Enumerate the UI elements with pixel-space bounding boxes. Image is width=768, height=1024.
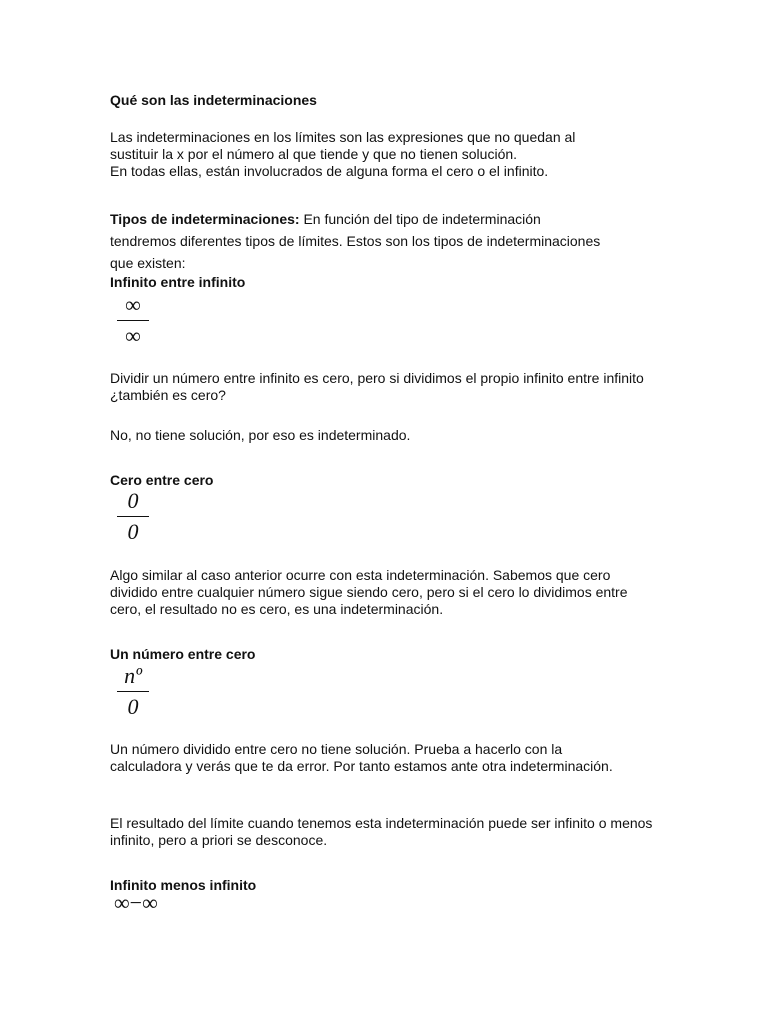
expression-infinity-minus-infinity: ∞−∞ [114,890,158,915]
intro-line-3: En todas ellas, están involucrados de alguna forma el cero o el infinito. [110,163,549,179]
paragraph-infinity-2: No, no tiene solución, por eso es indeterminado. [110,427,411,443]
heading-numero-entre-cero: Un número entre cero [110,646,256,662]
types-line-2: tendremos diferentes tipos de límites. Estos son los tipos de indeterminaciones [110,233,601,249]
paragraph-number-1: Un número dividido entre cero no tiene solución. Prueba a hacerlo con la calculadora y verás que te da error. Por tanto estamos ante otra indeterminación. [110,741,613,774]
fraction-zero-over-zero [117,488,149,545]
fraction-numerator: ∞ [125,292,141,317]
page-title: Qué son las indeterminaciones [110,92,317,108]
types-line-3: que existen: [110,255,186,271]
fraction-number-over-zero [117,663,149,720]
heading-infinito-entre-infinito: Infinito entre infinito [110,274,246,290]
fraction-bar [117,516,149,517]
heading-cero-entre-cero: Cero entre cero [110,472,214,488]
types-text-1: En función del tipo de indeterminación [299,211,541,227]
intro-line-2: sustituir la x por el número al que tiende y que no tienen solución. [110,146,518,162]
paragraph-zero: Algo similar al caso anterior ocurre con esta indeterminación. Sabemos que cero dividido entre cualquier número sigue siendo cero, pero si el cero lo dividimos entre cero, el resultado no es cero, es una indeterminación. [110,567,628,617]
fraction-denominator: 0 [127,694,139,719]
heading-infinito-menos-infinito: Infinito menos infinito [110,877,257,893]
fraction-denominator: ∞ [125,323,141,348]
fraction-infinity-over-infinity [117,292,149,349]
fraction-numerator: nº [124,663,142,688]
types-label: Tipos de indeterminaciones: [110,211,300,227]
fraction-bar [117,691,149,692]
fraction-numerator: 0 [127,488,139,513]
intro-line-1: Las indeterminaciones en los límites son las expresiones que no quedan al [110,129,576,145]
types-line-1 [110,208,670,230]
paragraph-number-2: El resultado del límite cuando tenemos esta indeterminación puede ser infinito o menos infinito, pero a priori se desconoce. [110,815,653,848]
paragraph-infinity-1: Dividir un número entre infinito es cero, pero si dividimos el propio infinito entre infinito ¿también es cero? [110,370,644,403]
fraction-bar [117,320,149,321]
intro-paragraph [110,129,670,180]
types-paragraph [110,208,670,274]
fraction-denominator: 0 [127,519,139,544]
